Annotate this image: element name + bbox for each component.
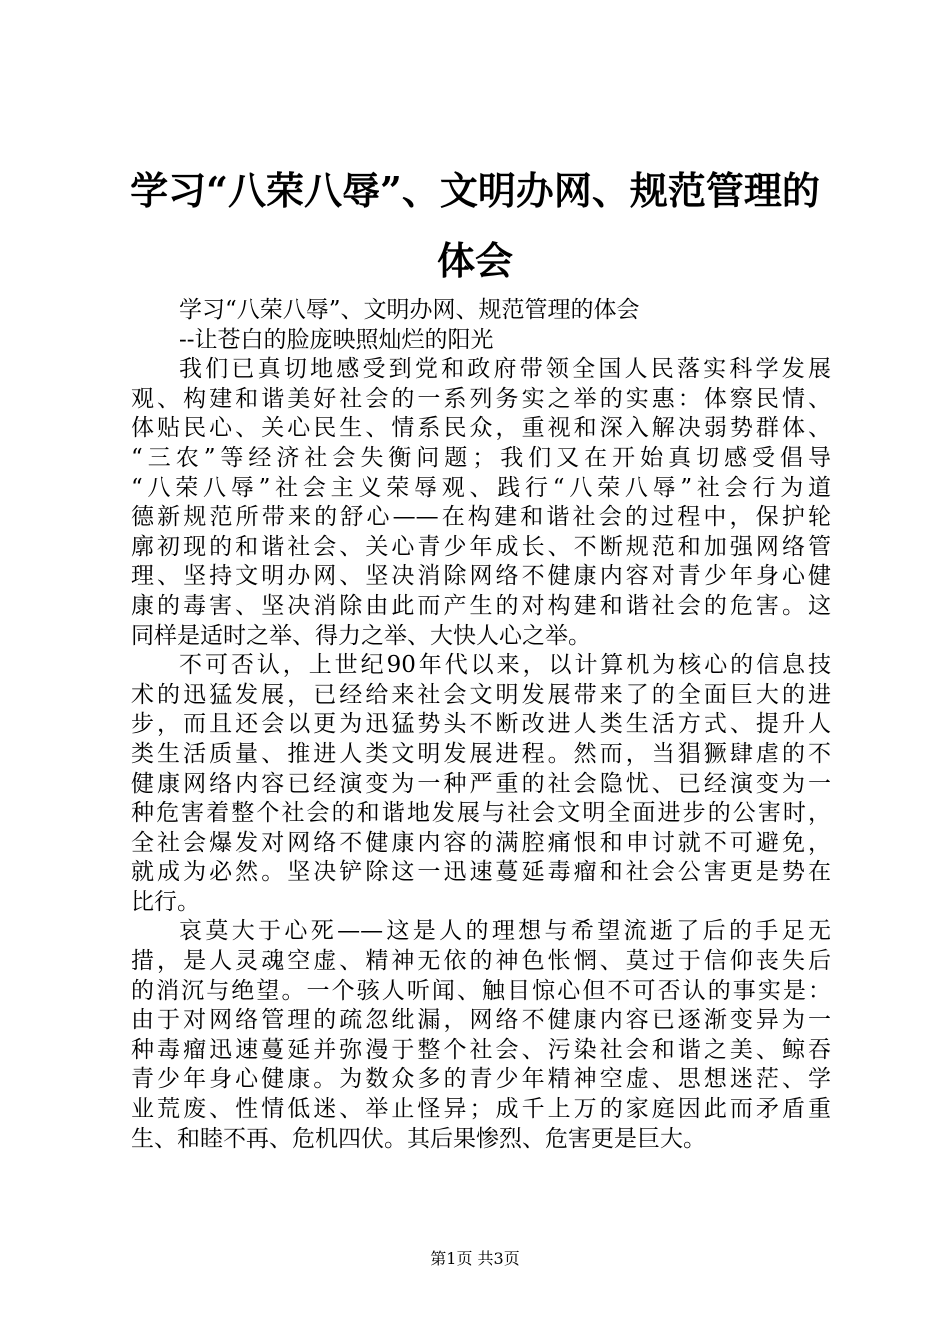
text-line: 观、构建和谐美好社会的一系列务实之举的实惠：体察民情、 [131, 385, 831, 412]
text-line: 种毒瘤迅速蔓延并弥漫于整个社会、污染社会和谐之美、鲸吞 [131, 1036, 831, 1063]
text-line: 就成为必然。坚决铲除这一迅速蔓延毒瘤和社会公害更是势在 [131, 859, 831, 886]
text-line: 类生活质量、推进人类文明发展进程。然而，当猖獗肆虐的不 [131, 740, 831, 767]
text-line: 术的迅猛发展，已经给来社会文明发展带来了的全面巨大的进 [131, 681, 831, 708]
text-line: 措，是人灵魂空虚、精神无依的神色怅惘、莫过于信仰丧失后 [131, 948, 831, 975]
text-line: 体贴民心、关心民生、情系民众，重视和深入解决弱势群体、 [131, 415, 831, 442]
text-line: 我们已真切地感受到党和政府带领全国人民落实科学发展 [179, 356, 831, 383]
text-line: 同样是适时之举、得力之举、大快人心之举。 [131, 622, 591, 649]
text-line: 全社会爆发对网络不健康内容的满腔痛恨和申讨就不可避免， [131, 829, 831, 856]
text-line: 由于对网络管理的疏忽纰漏，网络不健康内容已逐渐变异为一 [131, 1007, 831, 1034]
text-line: 青少年身心健康。为数众多的青少年精神空虚、思想迷茫、学 [131, 1066, 831, 1093]
text-line: --让苍白的脸庞映照灿烂的阳光 [179, 326, 494, 353]
text-line: 业荒废、性情低迷、举止怪异；成千上万的家庭因此而矛盾重 [131, 1096, 831, 1123]
text-line: 不可否认，上世纪90年代以来，以计算机为核心的信息技 [179, 652, 831, 679]
text-line: 康的毒害、坚决消除由此而产生的对构建和谐社会的危害。这 [131, 592, 831, 619]
text-line: 生、和睦不再、危机四伏。其后果惨烈、危害更是巨大。 [131, 1125, 706, 1152]
text-line: 健康网络内容已经演变为一种严重的社会隐忧、已经演变为一 [131, 770, 831, 797]
text-line: 德新规范所带来的舒心——在构建和谐社会的过程中，保护轮 [131, 504, 831, 531]
text-line: 的消沉与绝望。一个骇人听闻、触目惊心但不可否认的事实是： [131, 977, 831, 1004]
text-line: 理、坚持文明办网、坚决消除网络不健康内容对青少年身心健 [131, 563, 831, 590]
text-line: “三农”等经济社会失衡问题；我们又在开始真切感受倡导 [131, 444, 831, 471]
document-title: 学习“八荣八辱”、文明办网、规范管理的体会 [130, 168, 820, 283]
text-line: 种危害着整个社会的和谐地发展与社会文明全面进步的公害时， [131, 800, 831, 827]
page-footer: 第1页 共3页 [430, 1249, 520, 1268]
text-line: 廓初现的和谐社会、关心青少年成长、不断规范和加强网络管 [131, 533, 831, 560]
text-line: 步，而且还会以更为迅猛势头不断改进人类生活方式、提升人 [131, 711, 831, 738]
text-line: 哀莫大于心死——这是人的理想与希望流逝了后的手足无 [179, 918, 831, 945]
document-body [131, 296, 831, 1154]
text-line: “八荣八辱”社会主义荣辱观、践行“八荣八辱”社会行为道 [131, 474, 831, 501]
text-line: 比行。 [131, 888, 200, 915]
text-line: 学习“八荣八辱”、文明办网、规范管理的体会 [179, 297, 640, 323]
